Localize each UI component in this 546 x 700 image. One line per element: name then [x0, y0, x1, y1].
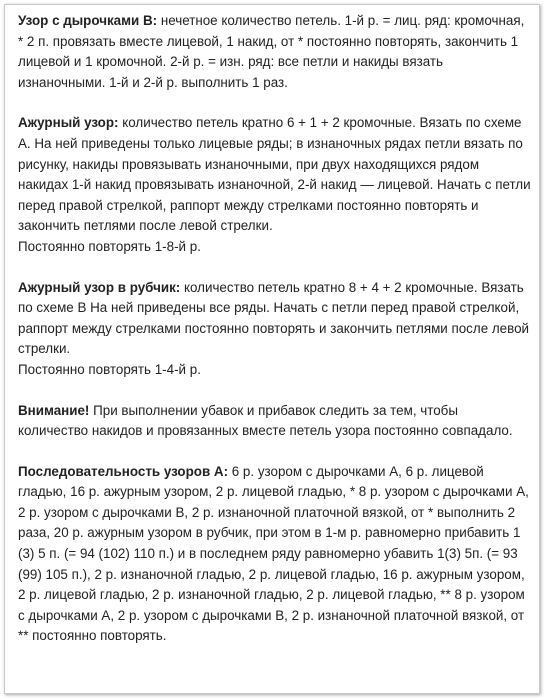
paragraph-repeat-note: Постоянно повторять 1-4-й р.	[18, 361, 201, 377]
paragraph-pattern-holes-b	[18, 11, 531, 93]
paragraph-body: При выполнении убавок и прибавок следить за тем, чтобы количество накидов и провязанных вместе петель узора постоянно совпадало.	[18, 402, 513, 439]
paragraph-heading: Ажурный узор в рубчик:	[18, 279, 181, 295]
paragraph-gap	[18, 381, 531, 401]
paragraph-heading: Узор с дырочками В:	[18, 13, 158, 28]
document-page	[4, 4, 540, 694]
paragraph-repeat-note: Постоянно повторять 1-8-й р.	[18, 238, 201, 254]
paragraph-heading: Последовательность узоров А:	[18, 463, 229, 479]
paragraph-heading: Внимание!	[18, 402, 90, 418]
paragraph-gap	[18, 442, 531, 462]
paragraph-attention	[18, 401, 531, 442]
paragraph-openwork-pattern	[18, 113, 531, 237]
paragraph-body: количество петель кратно 8 + 4 + 2 кромочные. Вязать по схеме В На ней приведены все ряды. Начать с петли перед правой стрелкой, раппорт между стрелками постоянно повторять и закончить петлями после левой стрелки.	[18, 279, 530, 357]
paragraph-openwork-rib-pattern	[18, 278, 531, 360]
paragraph-heading: Ажурный узор:	[18, 115, 119, 131]
paragraph-body: 6 р. узором с дырочками А, 6 р. лицевой гладью, 16 р. ажурным узором, 2 р. лицевой гладью, * 8 р. узором с дырочками А, 2 р. узором с дырочками В, 2 р. изнаночной платочной вязкой, от * выполнить 2 раза, 20 р. ажурным узором в рубчик, при этом в 1-м р. равномерно прибавить 1 (3) 5 п. (= 94 (102) 110 п.) и в последнем ряду равномерно убавить 1(3) 5п. (= 93 (99) 105 п.), 2 р. изнаночной гладью, 2 р. лицевой гладью, 16 р. ажурным узором, 2 р. лицевой гладью, 2 р. изнаночной гладью, 2 р. лицевой гладью, ** 8 р. узором с дырочками А, 2 р. узором с дырочками В, 2 р. изнаночной платочной вязкой, от ** постоянно повторять.	[18, 463, 529, 644]
paragraph-gap	[18, 258, 531, 278]
paragraph-pattern-sequence-a	[18, 462, 531, 647]
paragraph-body: нечетное количество петель. 1-й р. = лиц. ряд: кромочная, * 2 п. провязать вместе лицевой, 1 накид, от * постоянно повторять, закончить 1 лицевой и 1 кромочной. 2-й р. = изн. ряд: все петли и накиды вязать изнаночными. 1-й и 2-й р. выполнить 1 раз.	[18, 13, 525, 90]
paragraph-body: количество петель кратно 6 + 1 + 2 кромочные. Вязать по схеме А. На ней приведены только лицевые ряды; в изнаночных рядах петли вязать по рисунку, накиды провязывать изнаночными, при двух находящихся рядом накидах 1-й накид провязывать изнаночной, 2-й накид — лицевой. Начать с петли перед правой стрелкой, раппорт между стрелками постоянно повторять и закончить петлями после левой стрелки.	[18, 115, 531, 234]
paragraph-gap	[18, 93, 531, 113]
